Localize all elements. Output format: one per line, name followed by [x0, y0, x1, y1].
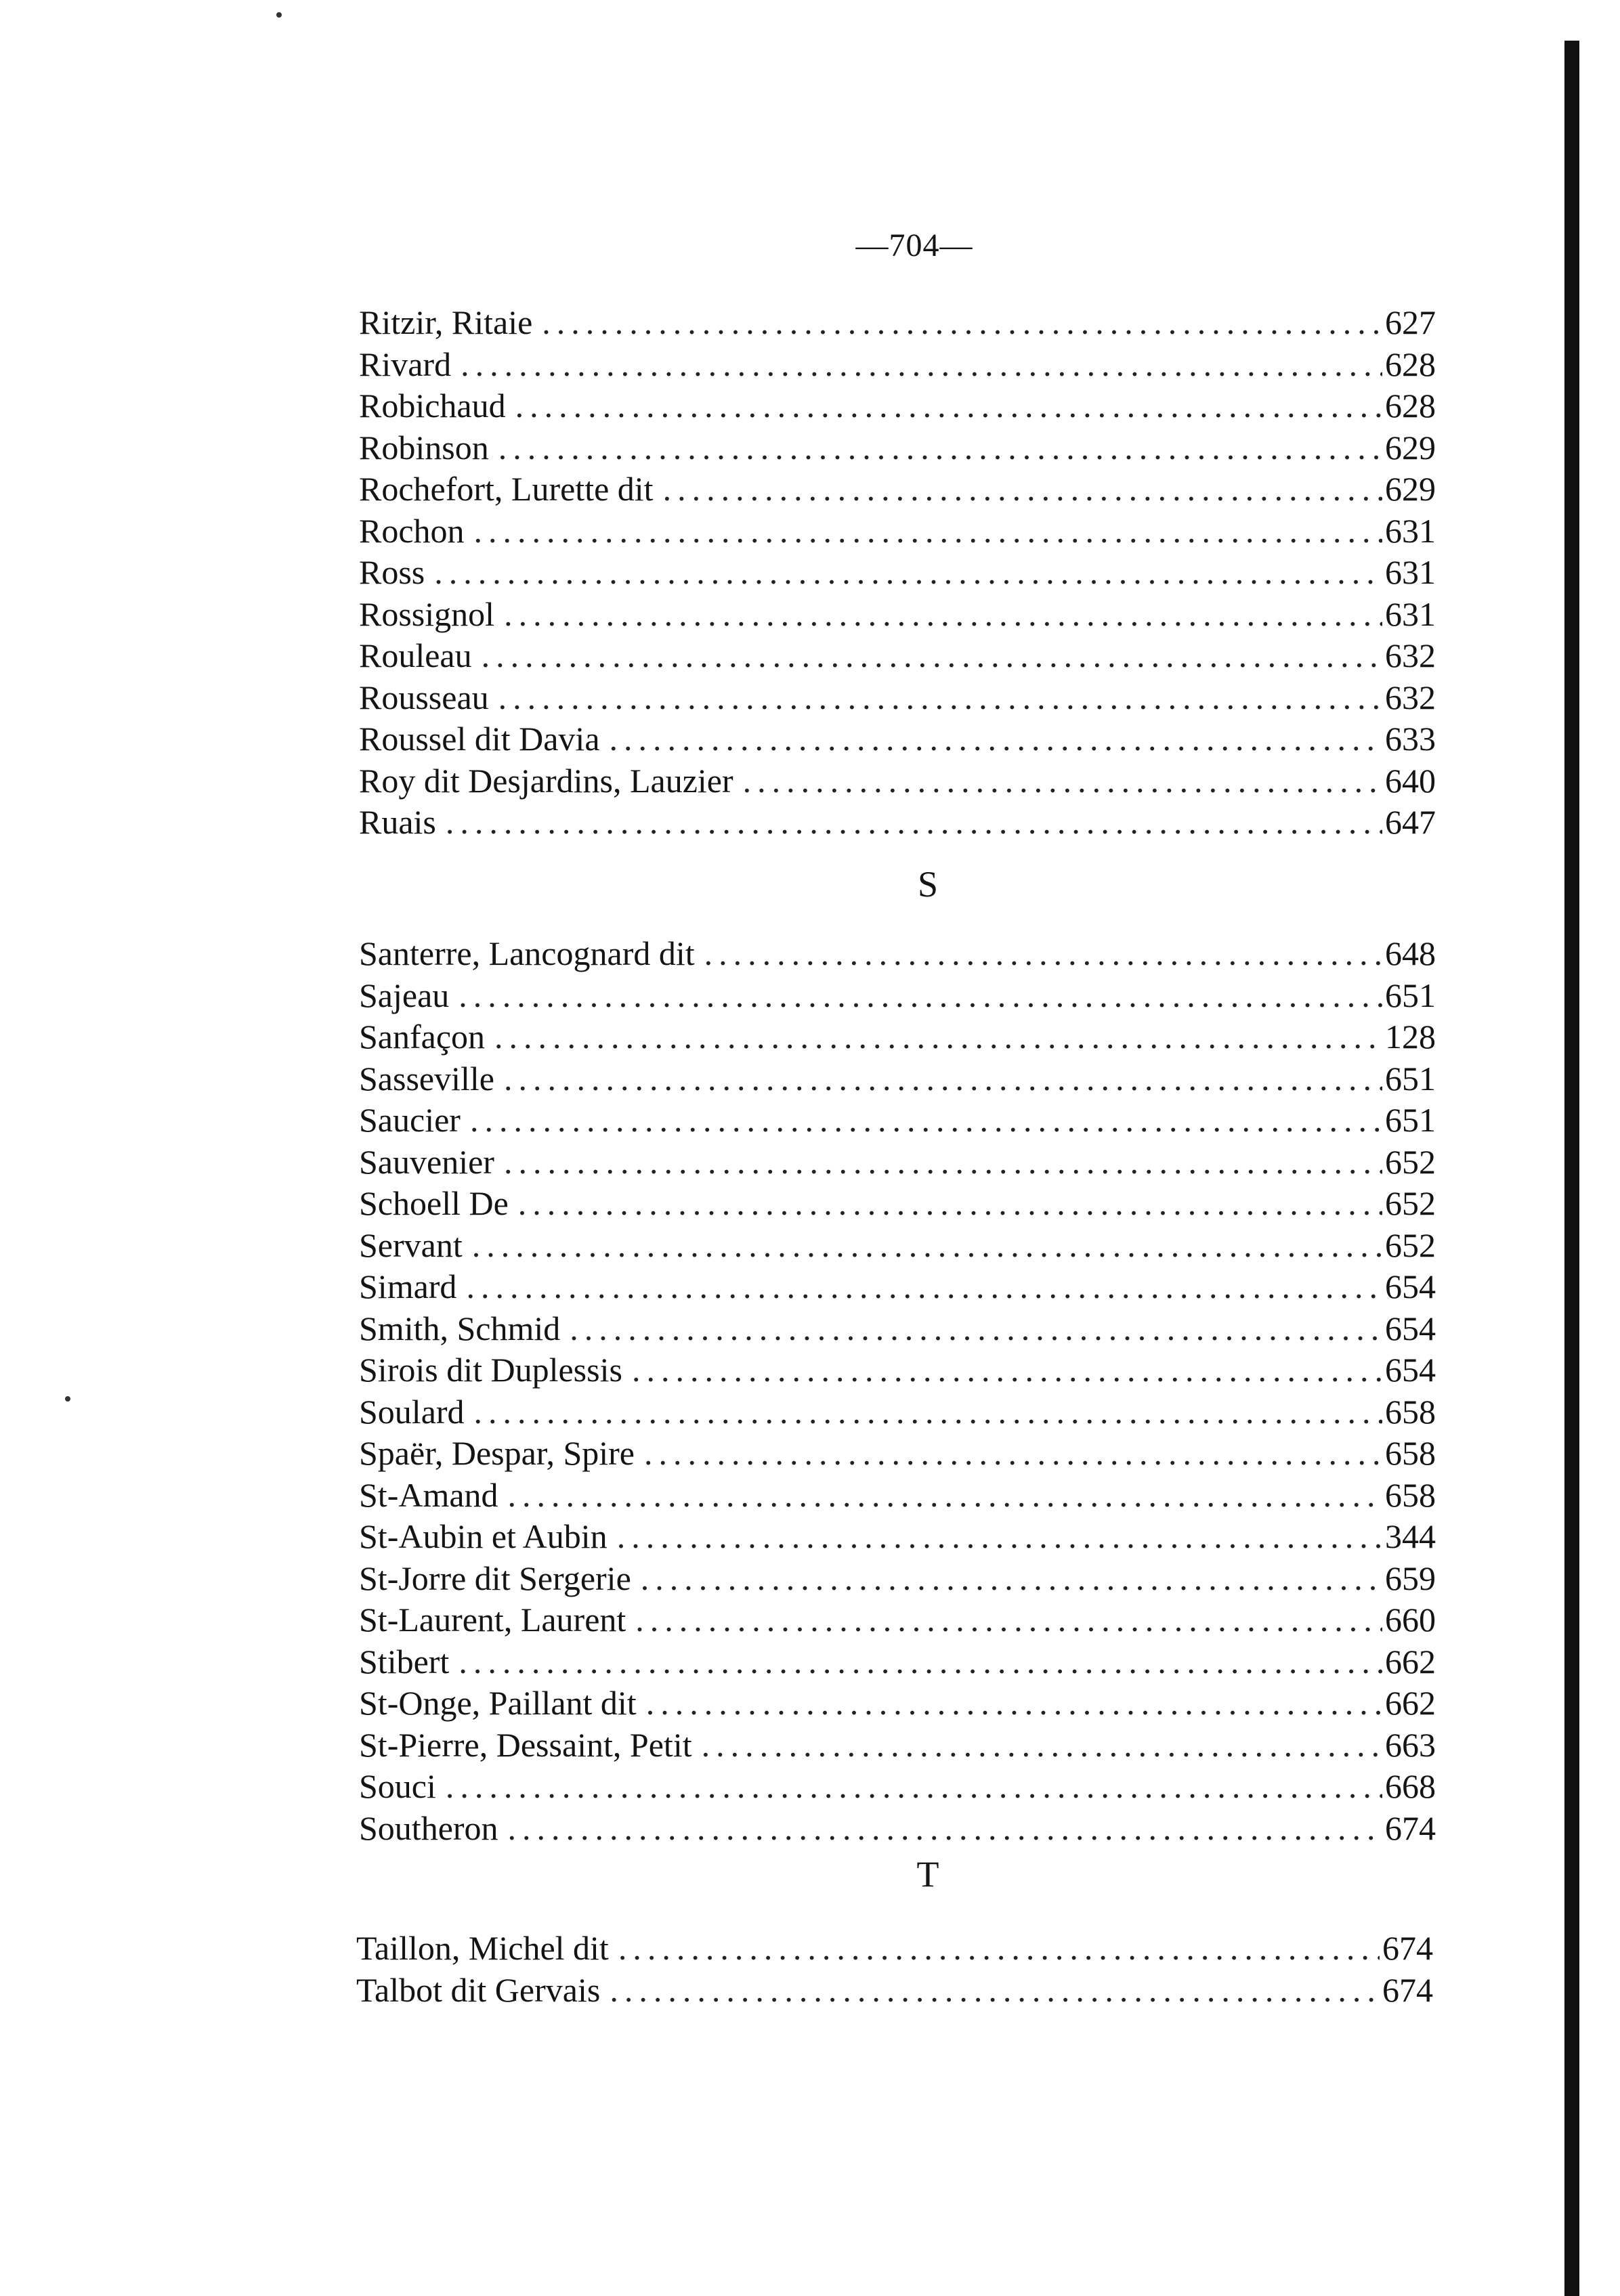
- entry-page-number: 651: [1385, 976, 1436, 1014]
- entry-page-number: 660: [1385, 1601, 1436, 1639]
- index-section-s: [359, 933, 1436, 1849]
- index-section-r: [359, 302, 1436, 844]
- entry-name: Saucier: [359, 1101, 461, 1139]
- entry-page-number: 640: [1385, 761, 1436, 800]
- entry-page-number: 627: [1385, 303, 1436, 341]
- index-entry: [359, 718, 1436, 760]
- dot-leader: [641, 1558, 1382, 1600]
- dot-leader: [743, 760, 1382, 802]
- index-section-t: [356, 1928, 1433, 2011]
- dot-leader: [482, 635, 1382, 677]
- entry-page-number: 659: [1385, 1559, 1436, 1597]
- index-entry: [359, 1058, 1436, 1100]
- index-entry: [359, 1183, 1436, 1225]
- dot-leader: [498, 677, 1382, 719]
- entry-name: Spaër, Despar, Spire: [359, 1434, 635, 1472]
- index-entry: [359, 1349, 1436, 1391]
- entry-page-number: 652: [1385, 1184, 1436, 1222]
- entry-name: Schoell De: [359, 1184, 509, 1222]
- entry-page-number: 629: [1385, 428, 1436, 467]
- entry-page-number: 633: [1385, 720, 1436, 758]
- dot-leader: [461, 344, 1382, 386]
- entry-page-number: 648: [1385, 934, 1436, 972]
- entry-name: Souci: [359, 1767, 436, 1805]
- entry-name: Stibert: [359, 1642, 450, 1681]
- entry-name: Sauvenier: [359, 1142, 494, 1181]
- entry-page-number: 647: [1385, 803, 1436, 841]
- dot-leader: [702, 1725, 1382, 1767]
- index-entry: [359, 1808, 1436, 1850]
- entry-page-number: 629: [1385, 470, 1436, 508]
- dot-leader: [504, 1058, 1382, 1100]
- entry-name: Servant: [359, 1226, 463, 1264]
- entry-page-number: 628: [1385, 387, 1436, 425]
- entry-name: Santerre, Lancognard dit: [359, 934, 695, 972]
- entry-name: Rouleau: [359, 636, 472, 674]
- index-entry: [359, 427, 1436, 469]
- entry-name: Rivard: [359, 345, 452, 383]
- page-number: —704—: [855, 228, 973, 263]
- entry-page-number: 658: [1385, 1475, 1436, 1514]
- entry-name: Talbot dit Gervais: [356, 1970, 601, 2009]
- entry-name: St-Jorre dit Sergerie: [359, 1559, 631, 1597]
- entry-name: Taillon, Michel dit: [356, 1929, 609, 1967]
- entry-page-number: 344: [1385, 1517, 1436, 1555]
- entry-name: Soulard: [359, 1392, 465, 1431]
- entry-page-number: 654: [1385, 1351, 1436, 1389]
- dot-leader: [617, 1516, 1382, 1558]
- entry-page-number: 674: [1385, 1808, 1436, 1847]
- entry-page-number: 651: [1385, 1101, 1436, 1139]
- index-entry: [359, 469, 1436, 511]
- entry-page-number: 652: [1385, 1226, 1436, 1264]
- index-entry: [359, 1225, 1436, 1267]
- entry-name: Ruais: [359, 803, 436, 841]
- dot-leader: [646, 1683, 1382, 1725]
- entry-page-number: 631: [1385, 511, 1436, 550]
- dot-leader: [515, 385, 1382, 427]
- entry-page-number: 662: [1385, 1684, 1436, 1722]
- entry-name: St-Aubin et Aubin: [359, 1517, 608, 1555]
- entry-page-number: 654: [1385, 1309, 1436, 1347]
- dot-leader: [644, 1433, 1382, 1475]
- entry-page-number: 668: [1385, 1767, 1436, 1805]
- entry-name: Roy dit Desjardins, Lauzier: [359, 761, 733, 800]
- index-entry: [359, 760, 1436, 802]
- dot-leader: [663, 469, 1382, 511]
- entry-page-number: 128: [1385, 1018, 1436, 1056]
- entry-name: Rochefort, Lurette dit: [359, 470, 654, 508]
- dot-leader: [498, 427, 1382, 469]
- index-entry: [359, 1100, 1436, 1142]
- dot-leader: [459, 1641, 1382, 1683]
- index-entry: [359, 1599, 1436, 1641]
- entry-name: St-Pierre, Dessaint, Petit: [359, 1725, 692, 1764]
- index-entry: [359, 933, 1436, 975]
- index-entry: [359, 1641, 1436, 1683]
- dot-leader: [494, 1016, 1382, 1058]
- entry-name: Ross: [359, 553, 425, 591]
- index-entry: [359, 1433, 1436, 1475]
- entry-page-number: 658: [1385, 1434, 1436, 1472]
- dot-leader: [508, 1475, 1382, 1517]
- entry-page-number: 632: [1385, 636, 1436, 674]
- index-entry: [359, 802, 1436, 844]
- dot-leader: [459, 975, 1382, 1017]
- dot-leader: [570, 1308, 1382, 1350]
- index-entry: [359, 1683, 1436, 1725]
- index-entry: [359, 344, 1436, 386]
- entry-name: Sirois dit Duplessis: [359, 1351, 622, 1389]
- entry-name: Sasseville: [359, 1059, 494, 1098]
- entry-page-number: 651: [1385, 1059, 1436, 1098]
- entry-page-number: 654: [1385, 1268, 1436, 1305]
- dot-leader: [704, 933, 1382, 975]
- index-entry: [359, 1391, 1436, 1433]
- dot-leader: [542, 302, 1382, 344]
- dot-leader: [474, 511, 1382, 553]
- entry-page-number: 662: [1385, 1642, 1436, 1681]
- entry-name: St-Amand: [359, 1475, 498, 1514]
- dot-leader: [474, 1391, 1382, 1433]
- index-entry: [359, 1308, 1436, 1350]
- letter-heading-s: S: [917, 864, 939, 905]
- dot-leader: [610, 1970, 1380, 2012]
- entry-page-number: 674: [1382, 1929, 1433, 1967]
- entry-name: Robinson: [359, 428, 489, 467]
- entry-page-number: 652: [1385, 1142, 1436, 1181]
- scan-speck: [65, 1396, 70, 1402]
- entry-name: St-Onge, Paillant dit: [359, 1684, 637, 1722]
- index-entry: [359, 552, 1436, 594]
- index-entry: [359, 302, 1436, 344]
- index-entry: [359, 1266, 1436, 1308]
- dot-leader: [434, 552, 1382, 594]
- dot-leader: [446, 802, 1382, 844]
- index-entry: [359, 677, 1436, 719]
- entry-name: Simard: [359, 1268, 457, 1305]
- index-entry: [359, 1516, 1436, 1558]
- dot-leader: [446, 1766, 1382, 1808]
- entry-page-number: 674: [1382, 1970, 1433, 2009]
- index-entry: [359, 1725, 1436, 1767]
- index-entry: [359, 1016, 1436, 1058]
- entry-page-number: 658: [1385, 1392, 1436, 1431]
- entry-name: Rousseau: [359, 678, 489, 716]
- entry-name: Rossignol: [359, 594, 495, 633]
- letter-heading-t: T: [916, 1854, 939, 1894]
- index-entry: [359, 1142, 1436, 1184]
- entry-page-number: 632: [1385, 678, 1436, 716]
- entry-name: Smith, Schmid: [359, 1309, 561, 1347]
- entry-page-number: 628: [1385, 345, 1436, 383]
- index-entry: [356, 1970, 1433, 2012]
- index-entry: [359, 594, 1436, 636]
- index-entry: [359, 1475, 1436, 1517]
- index-entry: [359, 635, 1436, 677]
- entry-page-number: 631: [1385, 553, 1436, 591]
- entry-page-number: 663: [1385, 1725, 1436, 1764]
- entry-name: Robichaud: [359, 387, 506, 425]
- dot-leader: [466, 1266, 1382, 1308]
- scan-speck: [276, 12, 282, 18]
- entry-name: Rochon: [359, 511, 465, 550]
- index-entry: [359, 385, 1436, 427]
- index-entry: [359, 511, 1436, 553]
- dot-leader: [504, 1142, 1382, 1184]
- index-entry: [356, 1928, 1433, 1970]
- dot-leader: [635, 1599, 1382, 1641]
- entry-name: Roussel dit Davia: [359, 720, 600, 758]
- entry-name: Ritzir, Ritaie: [359, 303, 533, 341]
- dot-leader: [610, 718, 1382, 760]
- entry-name: Southeron: [359, 1808, 498, 1847]
- index-entry: [359, 1558, 1436, 1600]
- index-entry: [359, 1766, 1436, 1808]
- index-entry: [359, 975, 1436, 1017]
- dot-leader: [470, 1100, 1382, 1142]
- dot-leader: [632, 1349, 1382, 1391]
- dot-leader: [508, 1808, 1382, 1850]
- dot-leader: [504, 594, 1382, 636]
- dot-leader: [472, 1225, 1382, 1267]
- dot-leader: [618, 1928, 1380, 1970]
- dot-leader: [518, 1183, 1382, 1225]
- entry-name: Sanfaçon: [359, 1018, 486, 1056]
- entry-page-number: 631: [1385, 594, 1436, 633]
- entry-name: St-Laurent, Laurent: [359, 1601, 626, 1639]
- entry-name: Sajeau: [359, 976, 450, 1014]
- scan-edge-bar: [1564, 41, 1579, 2296]
